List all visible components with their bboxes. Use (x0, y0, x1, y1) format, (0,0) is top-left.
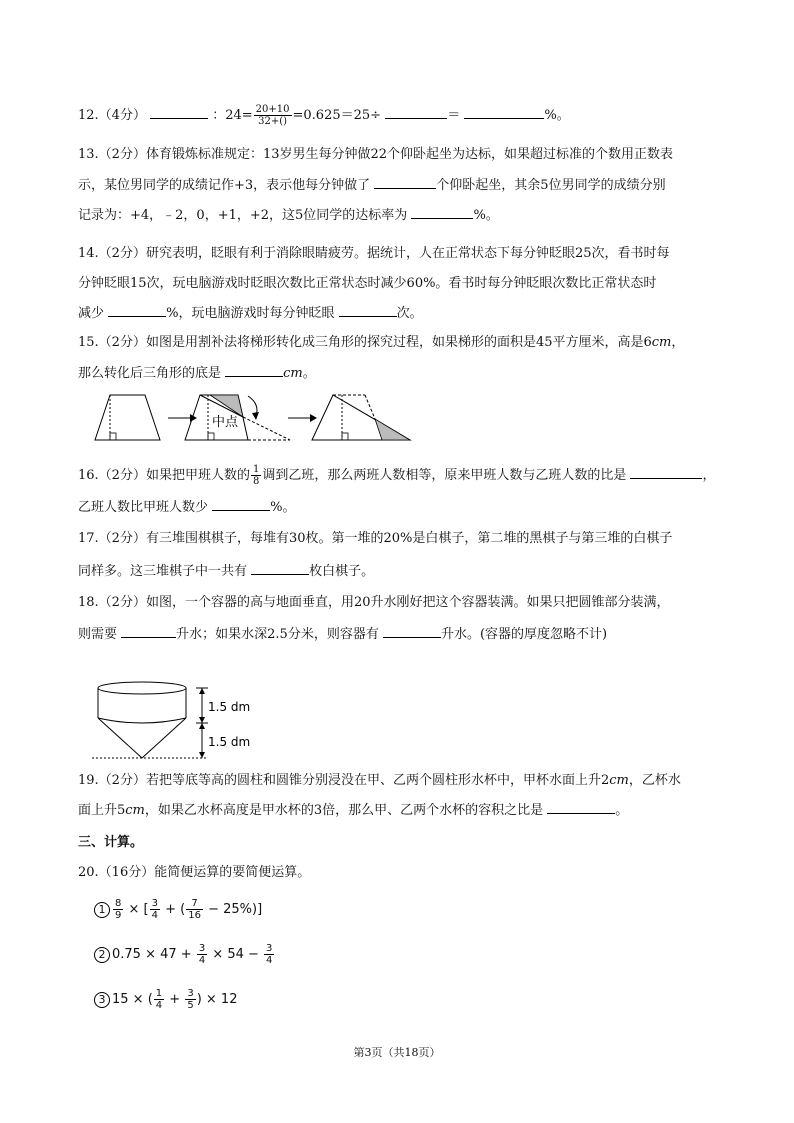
page-footer: 第3页（共18页） (353, 1046, 441, 1059)
q18-text-2b: 升水；如果水深2.5分米，则容器有 (176, 627, 383, 642)
q16-text-1c: ， (702, 468, 716, 483)
q18-text-2a: 则需要 (78, 627, 122, 642)
q19-text-2a: 面上升5 (78, 803, 126, 818)
q13-blank-2[interactable] (411, 206, 473, 219)
q18-line-1: 18.（2分）如图，一个容器的高与地面垂直，用20升水刚好把这个容器装满。如果只把圆锥部分装满， (78, 595, 670, 610)
q15-line-2 (78, 364, 316, 383)
q17-text-2b: 枚白棋子。 (309, 564, 375, 579)
q12-blank-3[interactable] (464, 106, 544, 119)
expr-1-frac-3-num: 7 (186, 898, 203, 910)
q12-frac-den: 32+() (258, 116, 288, 127)
dim-arrow-1 (199, 688, 205, 694)
expr-1-frac-2 (150, 898, 160, 921)
expr-1-frac-3 (186, 898, 203, 921)
q18-container-figure (90, 680, 270, 765)
q12-number: 12.（4分） (78, 108, 146, 123)
right-angle-mark-3 (342, 433, 348, 440)
expr-2-frac-1 (197, 943, 207, 966)
expr-2-frac-1-num: 3 (198, 943, 206, 954)
cone-left (98, 718, 142, 758)
expr-2-frac-2 (264, 943, 274, 966)
q17-line-2 (78, 562, 374, 581)
expr-2-frac-1-den: 4 (198, 955, 206, 966)
q16-frac-den: 8 (252, 476, 260, 487)
expr-2-text-a: 0.75 × 47 + (112, 947, 196, 962)
right-angle-mark-2 (208, 433, 214, 440)
expr-3-frac-1 (154, 988, 164, 1011)
expr-3-frac-1-den: 4 (155, 1000, 163, 1011)
q15-unit-2: cm (283, 366, 303, 381)
q13-text-2a: 示，某位男同学的成绩记作+3，表示他每分钟做了 (78, 178, 375, 193)
q13-line-2 (78, 176, 666, 195)
q14-blank-1[interactable] (108, 304, 166, 317)
q15-unit-1: cm (651, 335, 672, 350)
q15-line-1 (78, 334, 684, 352)
cylinder-bottom (98, 718, 186, 723)
q15-blank[interactable] (225, 364, 283, 377)
expr-2-text-b: × 54 − (208, 947, 264, 962)
dimension-label-bottom: 1.5 dm (208, 735, 251, 749)
expr-1-frac-3-den: 16 (188, 910, 201, 921)
expr-2-frac-2-den: 4 (266, 955, 273, 966)
expr-1-frac-1-den: 9 (115, 910, 122, 921)
q19-text-2c: 。 (615, 803, 629, 818)
expr-1-text-c: − 25%)] (203, 902, 263, 917)
expr-3-frac-2 (185, 988, 195, 1011)
dim-arrow-3 (199, 723, 205, 729)
q16-blank-1[interactable] (630, 466, 702, 479)
q12-text-4: %。 (544, 108, 570, 123)
cut-triangle (210, 395, 243, 417)
dimension-label-top: 1.5 dm (208, 700, 251, 714)
q19-line-2 (78, 801, 628, 820)
q14-text-3b: %，玩电脑游戏时每分钟眨眼 (166, 306, 339, 321)
expr-1-text-b: + ( (160, 902, 186, 917)
arrow-2-head (310, 414, 317, 422)
q12-text-3: ＝ (447, 108, 461, 123)
q16-line-2 (78, 498, 296, 517)
q12-fraction (254, 104, 292, 127)
q12-blank-2[interactable] (385, 106, 447, 119)
q19-text-1b: ，乙杯水 (628, 773, 681, 788)
q16-blank-2[interactable] (212, 498, 270, 511)
q20-expression-1 (94, 898, 262, 921)
q16-text-2a: 乙班人数比甲班人数少 (78, 500, 213, 515)
q12-text-1: ：24= (212, 108, 253, 123)
q20-expression-3 (94, 988, 237, 1011)
expr-1-frac-2-num: 3 (151, 898, 158, 909)
q13-line-3 (78, 206, 499, 225)
expr-3-frac-1-num: 1 (155, 988, 163, 999)
expr-1-text-a: × [ (124, 902, 149, 917)
q12-line (78, 104, 570, 127)
q12-text-2: =0.625＝25÷ (292, 108, 382, 123)
expr-3-frac-2-num: 3 (187, 988, 194, 999)
q16-text-2b: %。 (270, 500, 296, 515)
q19-blank[interactable] (547, 801, 615, 814)
q15-text-2a: 那么转化后三角形的底是 (78, 366, 226, 381)
q14-line-3 (78, 304, 423, 323)
q19-line-1 (78, 772, 681, 790)
expr-1-frac-1 (113, 898, 123, 921)
q16-frac-num: 1 (252, 464, 260, 475)
q13-text-3a: 记录为：+4，﹣2，0，+1，+2，这5位同学的达标率为 (78, 208, 412, 223)
q20-expression-2 (94, 943, 275, 966)
q17-line-1: 17.（2分）有三堆围棋棋子，每堆有30枚。第一堆的20%是白棋子，第二堆的黑棋子与第三堆的白棋子 (78, 531, 673, 546)
cylinder-top (98, 682, 186, 694)
expr-1-frac-1-num: 8 (115, 898, 122, 909)
q19-unit-2: cm (125, 803, 145, 818)
midpoint-label: 中点 (212, 415, 239, 430)
q15-text-2b: 。 (302, 366, 316, 381)
trapezoid-1 (95, 395, 160, 440)
q13-line-1: 13.（2分）体育锻炼标准规定：13岁男生每分钟做22个仰卧起坐为达标，如果超过标准的个数用正数表 (78, 147, 674, 162)
dim-arrow-2 (199, 717, 205, 723)
q13-text-3b: %。 (473, 208, 499, 223)
expr-2-marker: 2 (94, 947, 110, 963)
q19-unit-1: cm (609, 773, 629, 788)
q17-text-2a: 同样多。这三堆棋子中一共有 (78, 564, 252, 579)
q14-text-3a: 减少 (78, 306, 109, 321)
dim-arrow-4 (199, 752, 205, 758)
rotation-arrow-head (252, 412, 259, 420)
expr-3-text-b: + (165, 992, 185, 1007)
expr-3-frac-2-den: 5 (187, 1000, 194, 1011)
moved-triangle (375, 419, 410, 440)
expr-3-text-a: 15 × ( (112, 992, 153, 1007)
q13-text-2b: 个仰卧起坐，其余5位男同学的成绩分别 (436, 178, 666, 193)
original-side-dashed (365, 395, 375, 419)
q14-text-3c: 次。 (396, 306, 423, 321)
expr-1-frac-2-den: 4 (151, 910, 158, 921)
q18-blank-1[interactable] (121, 625, 176, 638)
q12-blank-1[interactable] (150, 106, 208, 119)
q15-text-1a: 15.（2分）如图是用割补法将梯形转化成三角形的探究过程，如果梯形的面积是45平方厘米，高是6 (78, 335, 652, 350)
q19-text-1a: 19.（2分）若把等底等高的圆柱和圆锥分别浸没在甲、乙两个圆柱形水杯中，甲杯水面上升2 (78, 773, 610, 788)
q19-text-2b: ，如果乙水杯高度是甲水杯的3倍，那么甲、乙两个水杯的容积之比是 (144, 803, 548, 818)
q16-line-1 (78, 464, 715, 487)
q16-fraction (251, 464, 261, 487)
q18-text-2c: 升水。(容器的厚度忽略不计) (440, 627, 608, 642)
q14-blank-2[interactable] (339, 304, 397, 317)
q14-line-1: 14.（2分）研究表明，眨眼有利于消除眼睛疲劳。据统计，人在正常状态下每分钟眨眼25次，看书时每 (78, 246, 670, 261)
cone-right (142, 718, 186, 758)
q17-blank[interactable] (251, 562, 309, 575)
q18-blank-2[interactable] (383, 625, 441, 638)
section-title: 三、计算。 (78, 835, 144, 850)
expr-2-frac-2-num: 3 (266, 943, 273, 954)
q13-blank-1[interactable] (374, 176, 436, 189)
q15-trapezoid-figure (90, 390, 450, 445)
right-angle-mark-1 (110, 433, 116, 440)
q16-text-1a: 16.（2分）如果把甲班人数的 (78, 468, 250, 483)
expr-3-marker: 3 (94, 992, 110, 1008)
expr-1-marker: 1 (94, 902, 110, 918)
q14-line-2: 分钟眨眼15次，玩电脑游戏时眨眼次数比正常状态时减少60%。看书时每分钟眨眼次数比正常状态时 (78, 276, 657, 291)
q20-heading: 20.（16分）能简便运算的要简便运算。 (78, 865, 311, 880)
q16-text-1b: 调到乙班，那么两班人数相等，原来甲班人数与乙班人数的比是 (262, 468, 631, 483)
q12-frac-num: 20+10 (255, 104, 290, 115)
expr-3-text-c: ) × 12 (196, 992, 238, 1007)
q18-line-2 (78, 625, 607, 644)
extension-dashed-line (243, 417, 290, 440)
q15-text-1b: ， (671, 335, 685, 350)
